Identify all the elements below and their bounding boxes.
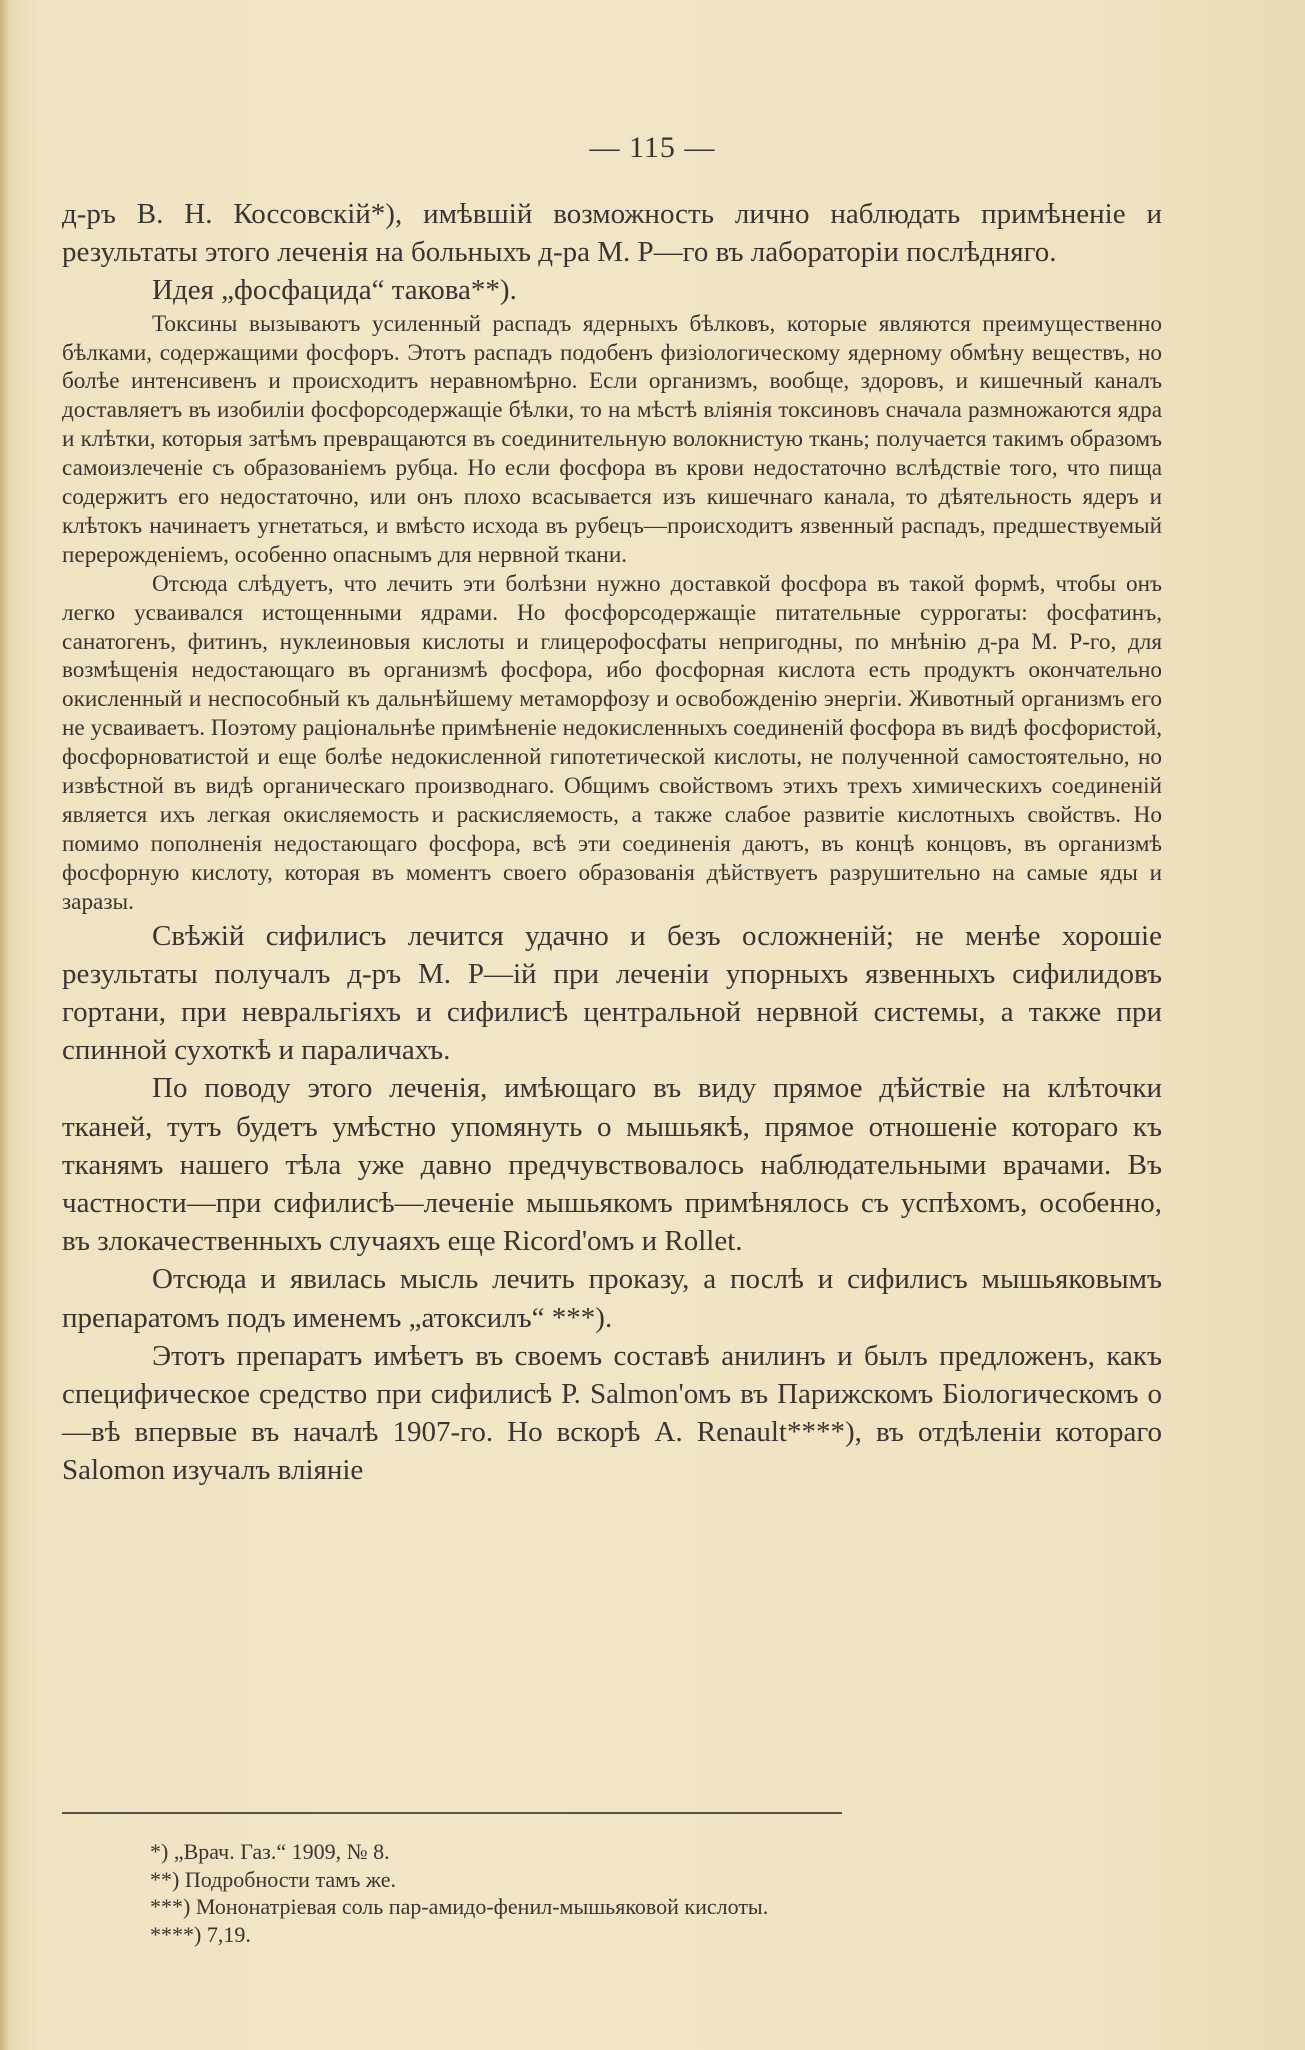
footnote-3: ***) Мононатріевая соль пар-амидо-фенил-мышьяковой кислоты. [150,1894,769,1919]
paragraph-toxins: Токсины вызываютъ усиленный распадъ ядерныхъ бѣлковъ, которые являются преимущественно бѣлками, содержащими фосфоръ. Этотъ распадъ подобенъ физіологическому ядерному обмѣну веществъ, но болѣе интенсивенъ и происходитъ неравномѣрно. Если организмъ, вообще, здоровъ, и кишечный каналъ доставляетъ въ изобиліи фосфорсодержащіе бѣлки, то на мѣстѣ вліянія токсиновъ сначала размножаются ядра и клѣтки, которыя затѣмъ превращаются въ соединительную волокнистую ткань; получается такимъ образомъ самоизлеченіе съ образованіемъ рубца. Но если фосфора въ крови недостаточно вслѣдствіе того, что пища содержитъ его недостаточно, или онъ плохо всасывается изъ кишечнаго канала, то дѣятельность ядеръ и клѣтокъ начинаетъ угнетаться, и вмѣсто исхода въ рубецъ—происходитъ язвенный распадъ, предшествуемый перерожденіемъ, особенно опаснымъ для нервной ткани. [62,310,1162,568]
paragraph-fresh-syphilis: Свѣжій сифилисъ лечится удачно и безъ осложненій; не менѣе хорошіе результаты получалъ д-ръ М. Р—ій при леченіи упорныхъ язвенныхъ сифилидовъ гортани, при невральгіяхъ и сифилисѣ центральной нервной системы, а также при спинной сухоткѣ и параличахъ. [62,919,1162,1067]
page-number: — 115 — [589,131,716,164]
body-text [62,195,1162,1490]
footnotes [150,1838,1150,1948]
footnote-rule [62,1812,842,1814]
paragraph-phosphacid-idea: Идея „фосфацида“ такова**). [152,274,517,307]
paragraph-continuation: д-ръ В. Н. Коссовскій*), имѣвшій возможность лично наблюдать примѣненіе и результаты этого леченія на больныхъ д-ра М. Р—го въ лабораторіи послѣдняго. [62,198,1162,269]
footnote-2: **) Подробности тамъ же. [150,1866,397,1892]
page-edge-shadow [0,0,10,2050]
footnote-4: ****) 7,19. [150,1921,251,1947]
footnote-1: *) „Врач. Газ.“ 1909, № 8. [150,1839,390,1864]
paragraph-aniline-preparation: Этотъ препаратъ имѣетъ въ своемъ составѣ анилинъ и былъ предложенъ, какъ специфическое средство при сифилисѣ Р. Salmon'омъ въ Парижскомъ Біологическомъ о—вѣ впервые въ началѣ 1907-го. Но вскорѣ А. Renault****), въ отдѣленіи котораго Salomon изучалъ вліяніе [62,1339,1162,1487]
paragraph-phosphorus-treatment: Отсюда слѣдуетъ, что лечить эти болѣзни нужно доставкой фосфора въ такой формѣ, чтобы онъ легко усваивался истощенными ядрами. Но фосфорсодержащіе питательные суррогаты: фосфатинъ, санатогенъ, фитинъ, нуклеиновыя кислоты и глицерофосфаты непригодны, по мнѣнію д-ра М. Р-го, для возмѣщенія недостающаго въ организмѣ фосфора, ибо фосфорная кислота есть продуктъ окончательно окисленный и неспособный къ дальнѣйшему метаморфозу и освобожденію энергіи. Животный организмъ его не усваиваетъ. Поэтому раціональнѣе примѣненіе недокисленныхъ соединеній фосфора въ видѣ фосфористой, фосфорноватистой и еще болѣе недокисленной гипотетической кислоты, не полученной самостоятельно, но извѣстной въ видѣ органическаго производнаго. Общимъ свойствомъ этихъ трехъ химическихъ соединеній является ихъ легкая окисляемость и раскисляемость, а также слабое развитіе кислотныхъ свойствъ. Но помимо пополненія недостающаго фосфора, всѣ эти соединенія даютъ, въ концѣ концовъ, въ организмѣ фосфорную кислоту, которая въ моментъ своего образованія дѣйствуетъ разрушительно на самые яды и заразы. [62,570,1162,915]
paragraph-arsenic: По поводу этого леченія, имѣющаго въ виду прямое дѣйствіе на клѣточки тканей, тутъ будетъ умѣстно упомянуть о мышьякѣ, прямое отношеніе котораго къ тканямъ нашего тѣла уже давно предчувствовалось наблюдательными врачами. Въ частности—при сифилисѣ—леченіе мышьякомъ примѣнялось съ успѣхомъ, особенно, въ злокачественныхъ случаяхъ еще Ricord'омъ и Rollet. [62,1072,1162,1258]
paragraph-atoxyl: Отсюда и явилась мысль лечить проказу, а послѣ и сифилисъ мышьяковымъ препаратомъ подъ именемъ „атоксилъ“ ***). [62,1263,1162,1334]
